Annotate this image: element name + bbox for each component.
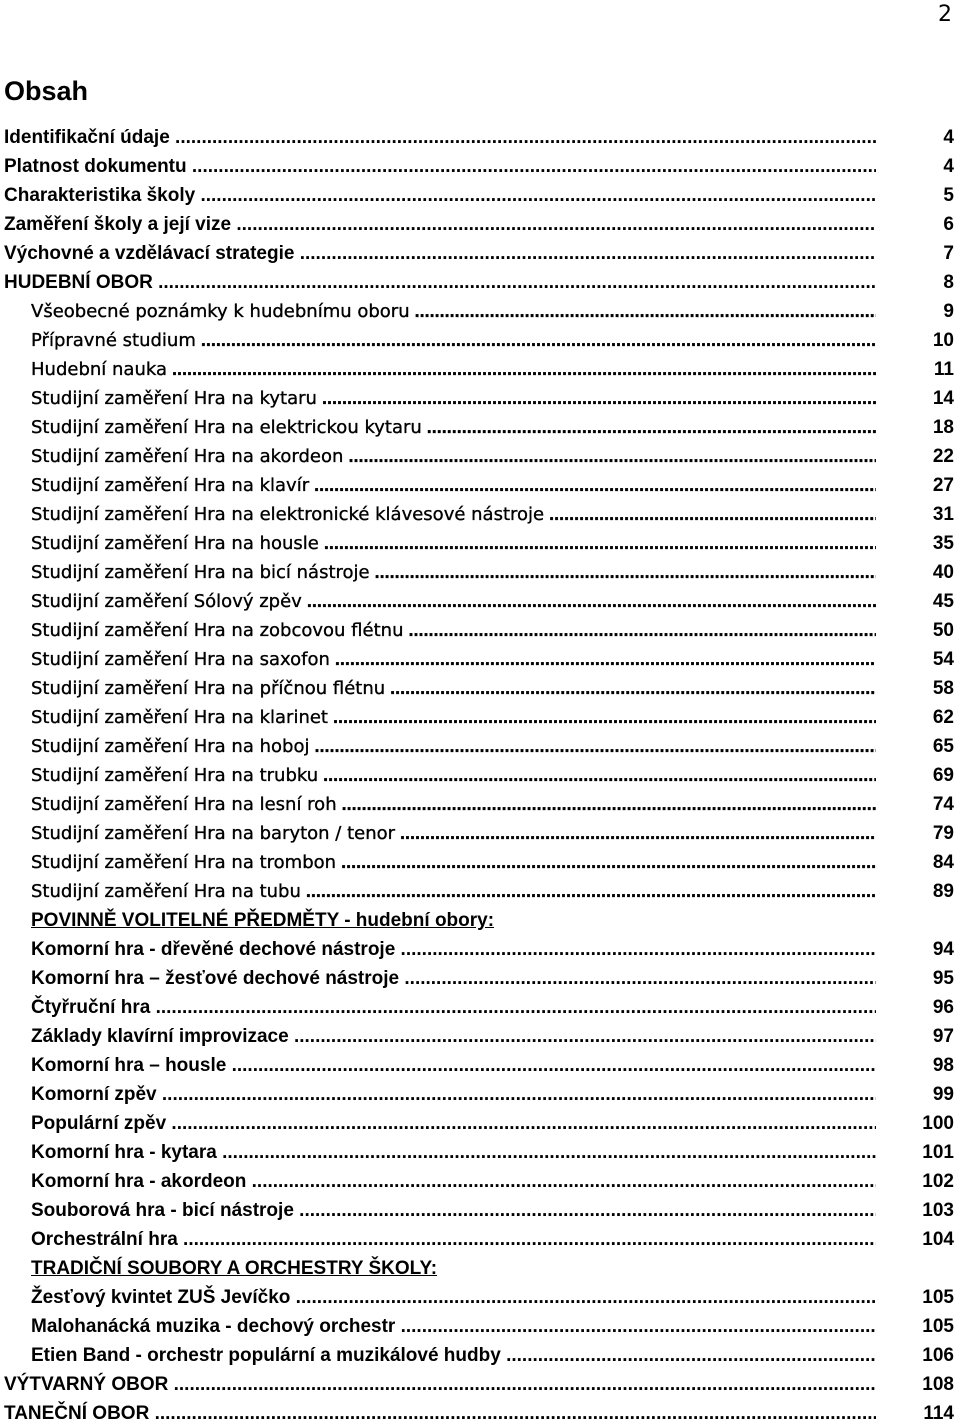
toc-entry	[0, 239, 960, 268]
toc-entry	[0, 761, 960, 790]
toc-entry-label: Charakteristika školy .....	[4, 181, 876, 210]
toc-entry-label: Studijní zaměření Hra na bicí nástroje .....	[31, 558, 876, 587]
toc-entry-label: Studijní zaměření Hra na elektrickou kytaru .....	[31, 413, 876, 442]
toc-entry-page: 62	[932, 707, 954, 728]
toc-entry-label: Výchovné a vzdělávací strategie .....	[4, 239, 876, 268]
toc-entry	[0, 1341, 960, 1370]
toc-entry-label: Hudební nauka .....	[31, 355, 876, 384]
toc-entry	[0, 1312, 960, 1341]
toc-entry-label: Studijní zaměření Hra na saxofon .....	[31, 645, 876, 674]
toc-entry-label: Studijní zaměření Hra na baryton / tenor .....	[31, 819, 876, 848]
toc-entry-label: Identifikační údaje .....	[4, 123, 876, 152]
toc-entry-page: 105	[922, 1287, 954, 1308]
toc-entry-page: 9	[943, 301, 954, 322]
toc-entry-label: VÝTVARNÝ OBOR .....	[4, 1370, 876, 1399]
toc-entry-label: Populární zpěv .....	[31, 1109, 876, 1138]
toc-entry-page: 10	[932, 330, 954, 351]
toc-entry	[0, 674, 960, 703]
toc-entry	[0, 1022, 960, 1051]
toc-entry-label: Studijní zaměření Hra na kytaru .....	[31, 384, 876, 413]
toc-entry-page: 114	[923, 1403, 954, 1424]
toc-entry-page: 100	[922, 1113, 954, 1134]
toc-entry	[0, 1109, 960, 1138]
toc-entry	[0, 355, 960, 384]
toc-entry-label: Studijní zaměření Hra na elektronické klávesové nástroje .....	[31, 500, 876, 529]
toc-entry	[0, 1225, 960, 1254]
toc-entry-label: TANEČNÍ OBOR .....	[4, 1399, 876, 1428]
toc-entry-page: 101	[922, 1142, 954, 1163]
toc-entry-label: Studijní zaměření Hra na klarinet .....	[31, 703, 876, 732]
toc-entry-label: Komorní hra – housle .....	[31, 1051, 876, 1080]
toc-entry	[0, 819, 960, 848]
toc-entry	[0, 616, 960, 645]
toc-entry	[0, 935, 960, 964]
toc-entry-label: POVINNĚ VOLITELNÉ PŘEDMĚTY - hudební obory:	[31, 910, 495, 931]
toc-entry-label: Komorní hra - dřevěné dechové nástroje .....	[31, 935, 876, 964]
toc-entry	[0, 384, 960, 413]
toc-entry-page: 54	[932, 649, 954, 670]
toc-entry-label: HUDEBNÍ OBOR .....	[4, 268, 876, 297]
toc-entry	[0, 1399, 960, 1428]
toc-section-heading	[0, 906, 960, 935]
toc-entry	[0, 152, 960, 181]
toc-entry	[0, 645, 960, 674]
toc-entry-label: Komorní hra - akordeon .....	[31, 1167, 876, 1196]
toc-entry-page: 35	[932, 533, 954, 554]
toc-entry-label: Studijní zaměření Hra na trombon .....	[31, 848, 876, 877]
toc-entry	[0, 993, 960, 1022]
toc-entry-label: Základy klavírní improvizace .....	[31, 1022, 876, 1051]
toc-entry-page: 18	[932, 417, 954, 438]
toc-entry-label: Studijní zaměření Hra na akordeon .....	[31, 442, 876, 471]
toc-entry-label: Souborová hra - bicí nástroje .....	[31, 1196, 876, 1225]
toc-entry-page: 11	[933, 359, 954, 380]
toc-entry	[0, 587, 960, 616]
toc-entry	[0, 848, 960, 877]
toc-entry-label: Čtyřruční hra .....	[31, 993, 876, 1022]
toc-entry	[0, 500, 960, 529]
toc-entry-page: 103	[922, 1200, 954, 1221]
toc-entry	[0, 964, 960, 993]
toc-entry-label: Studijní zaměření Hra na tubu .....	[31, 877, 876, 906]
toc-entry-page: 74	[932, 794, 954, 815]
toc-entry	[0, 877, 960, 906]
toc-entry	[0, 703, 960, 732]
toc-entry	[0, 732, 960, 761]
toc-entry	[0, 326, 960, 355]
toc-entry	[0, 529, 960, 558]
toc-entry	[0, 1138, 960, 1167]
toc-entry	[0, 123, 960, 152]
toc-entry-page: 22	[932, 446, 954, 467]
toc-entry-page: 50	[932, 620, 954, 641]
toc-entry-page: 97	[932, 1026, 954, 1047]
toc-entry	[0, 1051, 960, 1080]
toc-entry-page: 4	[943, 127, 954, 148]
toc-entry-page: 105	[922, 1316, 954, 1337]
toc-entry-page: 84	[932, 852, 954, 873]
toc-entry-page: 102	[922, 1171, 954, 1192]
toc-entry-page: 7	[943, 243, 954, 264]
toc-entry-page: 99	[932, 1084, 954, 1105]
toc-entry-page: 106	[922, 1345, 954, 1366]
toc-section-heading	[0, 1254, 960, 1283]
toc-entry	[0, 181, 960, 210]
toc-entry-page: 4	[943, 156, 954, 177]
toc-entry	[0, 1283, 960, 1312]
toc-entry-label: Studijní zaměření Hra na klavír .....	[31, 471, 876, 500]
toc-entry-label: Žesťový kvintet ZUŠ Jevíčko .....	[31, 1283, 876, 1312]
toc-entry-page: 31	[932, 504, 954, 525]
toc-entry-page: 94	[932, 939, 954, 960]
page-title: Obsah	[4, 76, 89, 106]
toc-entry-label: Komorní hra – žesťové dechové nástroje .....	[31, 964, 876, 993]
toc-entry-label: TRADIČNÍ SOUBORY A ORCHESTRY ŠKOLY:	[31, 1258, 438, 1279]
toc-entry	[0, 471, 960, 500]
toc-entry-page: 79	[932, 823, 954, 844]
toc-entry-label: Zaměření školy a její vize .....	[4, 210, 876, 239]
toc-entry-label: Studijní zaměření Hra na trubku .....	[31, 761, 876, 790]
toc-entry-page: 89	[932, 881, 954, 902]
toc-entry-page: 65	[932, 736, 954, 757]
toc-entry-label: Platnost dokumentu .....	[4, 152, 876, 181]
toc-entry-page: 27	[932, 475, 954, 496]
toc-entry-label: Všeobecné poznámky k hudebnímu oboru .....	[31, 297, 876, 326]
toc-entry	[0, 413, 960, 442]
toc-entry-label: Komorní zpěv .....	[31, 1080, 876, 1109]
toc-entry	[0, 790, 960, 819]
toc-entry-label: Studijní zaměření Hra na lesní roh .....	[31, 790, 876, 819]
toc-entry-page: 14	[932, 388, 954, 409]
toc-entry	[0, 558, 960, 587]
toc-entry-page: 58	[932, 678, 954, 699]
toc-entry	[0, 1370, 960, 1399]
toc-entry-label: Studijní zaměření Hra na zobcovou flétnu .....	[31, 616, 876, 645]
toc-entry	[0, 1080, 960, 1109]
toc-entry-page: 95	[932, 968, 954, 989]
page-number: 2	[938, 2, 952, 27]
toc-entry	[0, 1167, 960, 1196]
toc-entry-label: Studijní zaměření Hra na příčnou flétnu .....	[31, 674, 876, 703]
toc-entry	[0, 268, 960, 297]
toc-entry-page: 6	[943, 214, 954, 235]
toc-entry-page: 98	[932, 1055, 954, 1076]
toc-entry-page: 5	[943, 185, 954, 206]
toc-entry-label: Orchestrální hra .....	[31, 1225, 876, 1254]
toc-entry-page: 40	[932, 562, 954, 583]
toc-entry	[0, 442, 960, 471]
toc-entry-page: 104	[922, 1229, 954, 1250]
toc-entry-label: Malohanácká muzika - dechový orchestr .....	[31, 1312, 876, 1341]
table-of-contents	[0, 123, 960, 1428]
toc-entry-label: Studijní zaměření Sólový zpěv .....	[31, 587, 876, 616]
toc-entry-label: Přípravné studium .....	[31, 326, 876, 355]
toc-entry-label: Studijní zaměření Hra na housle .....	[31, 529, 876, 558]
toc-entry-page: 45	[932, 591, 954, 612]
toc-entry-label: Komorní hra - kytara .....	[31, 1138, 876, 1167]
toc-entry-page: 8	[943, 272, 954, 293]
toc-entry-label: Etien Band - orchestr populární a muzikálové hudby .....	[31, 1341, 876, 1370]
toc-entry-label: Studijní zaměření Hra na hoboj .....	[31, 732, 876, 761]
toc-entry	[0, 210, 960, 239]
toc-entry-page: 96	[932, 997, 954, 1018]
toc-entry	[0, 297, 960, 326]
toc-entry	[0, 1196, 960, 1225]
toc-entry-page: 108	[922, 1374, 954, 1395]
toc-entry-page: 69	[932, 765, 954, 786]
